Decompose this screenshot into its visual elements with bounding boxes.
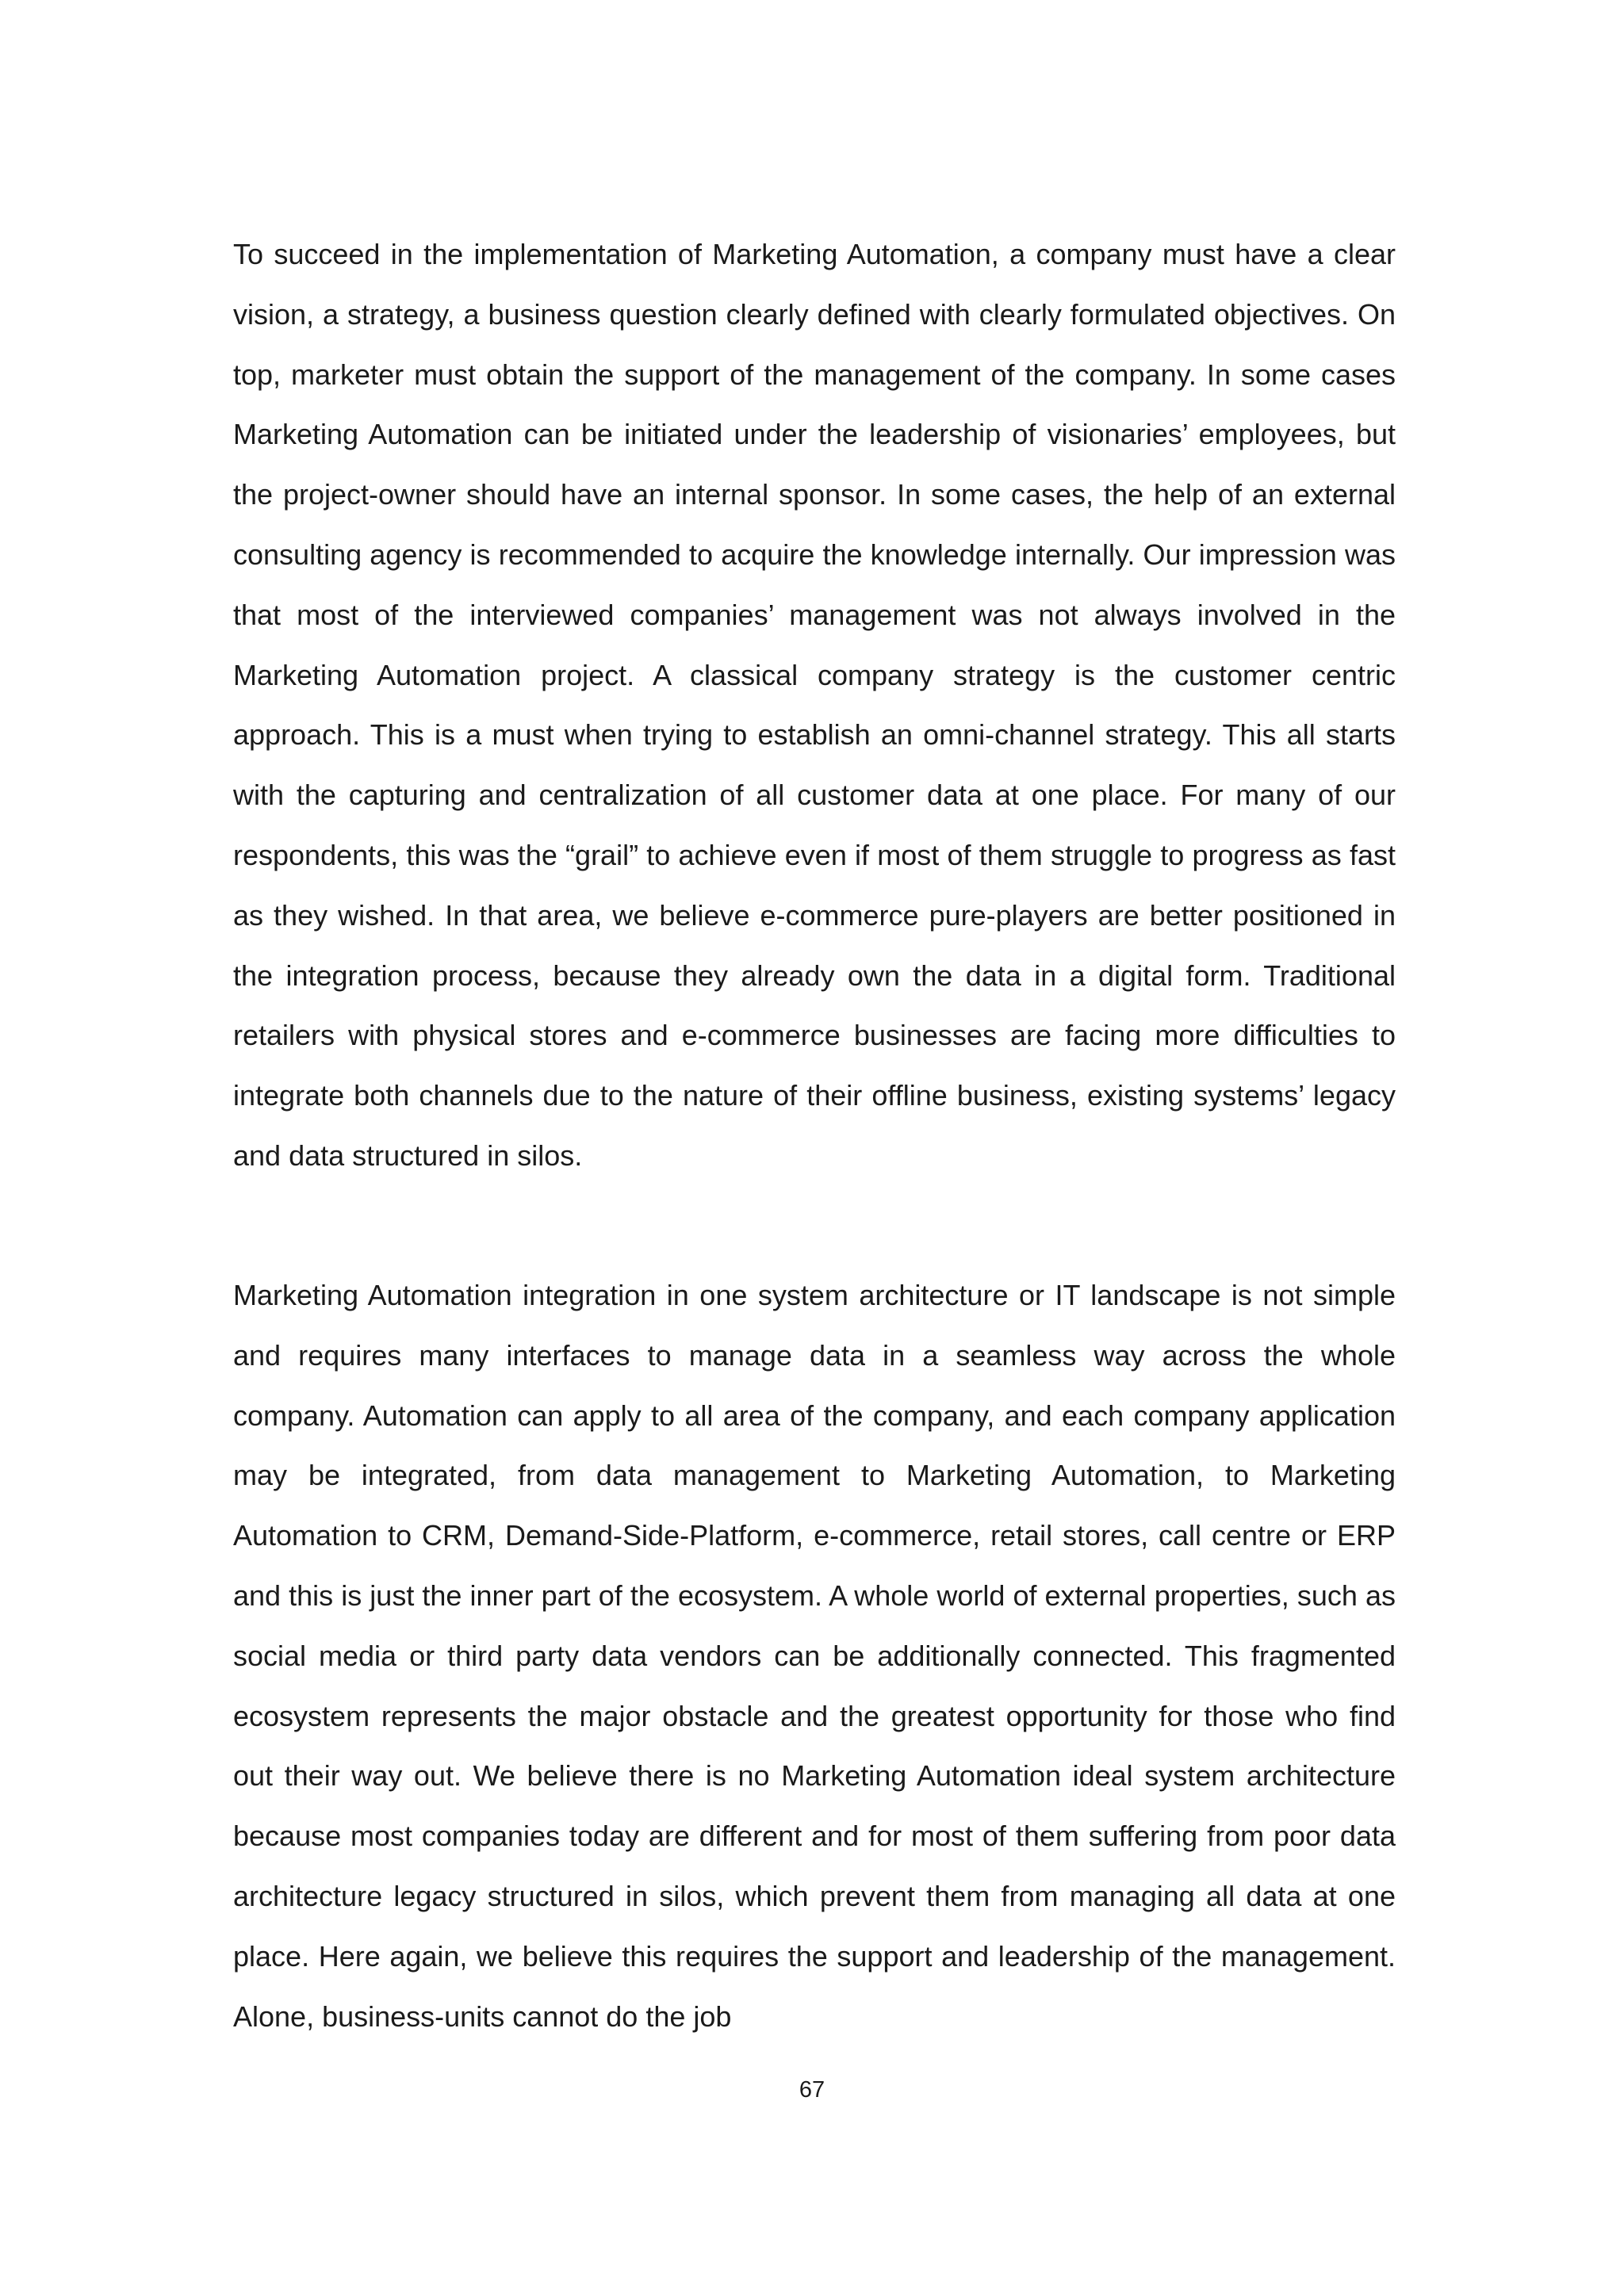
paragraph-integration-architecture: Marketing Automation integration in one system architecture or IT landscape is not simple and requires many interfaces to manage data in a seamless way across the whole company. Automation can apply to all area of the company, and each company application may be integrated, from data management to Marketing Automation, to Marketing Automation to CRM, Demand-Side-Platform, e-commerce, retail stores, call centre or ERP and this is just the inner part of the ecosystem. A whole world of external properties, such as social media or third party data vendors can be additionally connected. This fragmented ecosystem represents the major obstacle and the greatest opportunity for those who find out their way out. We believe there is no Marketing Automation ideal system architecture because most companies today are different and for most of them suffering from poor data architecture legacy structured in silos, which prevent them from managing all data at one place. Here again, we believe this requires the support and leadership of the management. Alone, business-units cannot do the job [233,1279,1396,2033]
page-number: 67 [799,2077,825,2103]
paragraph-implementation-vision: To succeed in the implementation of Marketing Automation, a company must have a clear vision, a strategy, a business question clearly defined with clearly formulated objectives. On top, marketer must obtain the support of the management of the company. In some cases Marketing Automation can be initiated under the leadership of visionaries’ employees, but the project-owner should have an internal sponsor. In some cases, the help of an external consulting agency is recommended to acquire the knowledge internally. Our impression was that most of the interviewed companies’ management was not always involved in the Marketing Automation project. A classical company strategy is the customer centric approach. This is a must when trying to establish an omni-channel strategy. This all starts with the capturing and centralization of all customer data at one place. For many of our respondents, this was the “grail” to achieve even if most of them struggle to progress as fast as they wished. In that area, we believe e-commerce pure-players are better positioned in the integration process, because they already own the data in a digital form. Traditional retailers with physical stores and e-commerce businesses are facing more difficulties to integrate both channels due to the nature of their offline business, existing systems’ legacy and data structured in silos. [233,238,1396,1172]
